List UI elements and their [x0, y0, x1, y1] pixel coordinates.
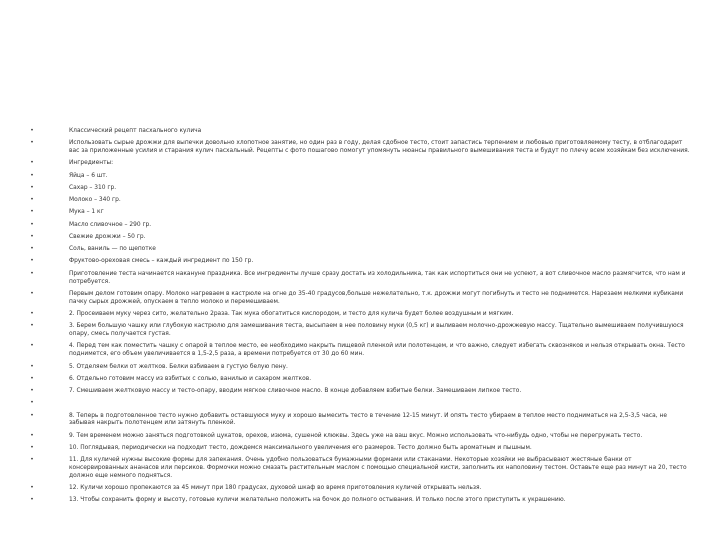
list-item-text: 3. Берем большую чашку или глубокую кастрюлю для замешивания теста, высыпаем в нее половину муки (0,5 кг) и выливаем молочно-дрожжевую массу. Тщательно вымешиваем получившуюся опару, смесь получается густая.	[69, 323, 684, 338]
bullet-icon: •	[30, 258, 34, 265]
bullet-icon: •	[30, 363, 34, 370]
list-item	[30, 140, 692, 156]
list-item-text: Ингредиенты:	[69, 160, 114, 167]
list-item	[30, 311, 692, 319]
list-item	[30, 222, 692, 230]
list-item	[30, 128, 692, 136]
list-item-text: Первым делом готовим опару. Молоко нагреваем в кастрюле на огне до 35-40 градусов,больше нежелательно, т.к. дрожжи могут погибнуть и тесто не поднимется. Нарезаем мелкими кубиками пачку сырых дрожжей, опускаем в тепло молоко и перемешиваем.	[69, 290, 684, 305]
bullet-icon: •	[30, 457, 34, 464]
list-item	[30, 388, 692, 396]
bullet-icon: •	[30, 246, 34, 253]
list-item	[30, 376, 692, 384]
list-item	[30, 457, 692, 481]
list-item	[30, 258, 692, 266]
list-item-text: Яйца – 6 шт.	[69, 172, 108, 179]
bullet-icon: •	[30, 172, 34, 179]
list-item-text: 4. Перед тем как поместить чашку с опарой в теплое место, ее необходимо накрыть пищевой пленкой или полотенцем, и что важно, следует избегать сквозняков и нельзя открывать окна. Тесто поднимется, его объем увеличивается в 1,5-2,5 раза, а времени потребуется от 30 до 60 мин.	[69, 343, 685, 358]
list-item-text: Фруктово-ореховая смесь – каждый ингредиент по 150 гр.	[69, 258, 254, 265]
bullet-icon: •	[30, 400, 34, 407]
list-item-text: 11. Для куличей нужны высокие формы для запекания. Очень удобно пользоваться бумажными формами или стаканами. Некоторые хозяйки не выбрасывают жестяные банки от консервированных ананасов или персиков. Формочки можно смазать растительным маслом с помощью специальной кисти, заполнить их наполовину тестом. Оставьте еще раз минут на 20, тесто должно еще немного подняться.	[69, 457, 687, 479]
list-item-text: Свежие дрожжи – 50 гр.	[69, 233, 146, 240]
list-item-text: 10. Поглядывая, периодически на подходит тесто, дождемся максимального увеличения его размеров. Тесто должно быть ароматным и пышным.	[69, 444, 532, 451]
list-item	[30, 271, 692, 287]
bullet-icon: •	[30, 140, 34, 147]
list-item-text: Мука – 1 кг	[69, 209, 104, 216]
list-item	[30, 400, 692, 408]
bullet-icon: •	[30, 343, 34, 350]
bullet-list	[30, 128, 692, 510]
list-item-text: Использовать сырые дрожжи для выпечки довольно хлопотное занятие, но один раз в году, делая сдобное тесто, стоит запастись терпением и любовью приготовляемому тесту, в отблагодарит вас за приложенные усилия и старания кулич пасхальный. Рецепты с фото пошагово помогут упомянуть нюансы правильного вымешивания теста и будут по плечу всем хозяйкам без исключения.	[69, 140, 690, 155]
list-item	[30, 173, 692, 181]
list-item-text: Молоко – 340 гр.	[69, 197, 121, 204]
list-item-text: 7. Смешиваем желтковую массу и тесто-опару, вводим мягкое сливочное масло. В конце добавляем взбитые белки. Замешиваем липкое тесто.	[69, 388, 522, 395]
list-item-text: Сахар – 310 гр.	[69, 184, 117, 191]
bullet-icon: •	[30, 375, 34, 382]
bullet-icon: •	[30, 221, 34, 228]
bullet-icon: •	[30, 497, 34, 504]
bullet-icon: •	[30, 310, 34, 317]
list-item-text: 12. Куличи хорошо пропекаются за 45 минут при 180 градусах, духовой шкаф во время приготовления куличей открывать нельзя.	[69, 485, 482, 492]
list-item-text: Масло сливочное – 290 гр.	[69, 221, 152, 228]
list-item	[30, 445, 692, 453]
list-item	[30, 497, 692, 505]
list-item-text: Соль, ваниль — по щепотке	[69, 246, 156, 253]
list-item-text: 8. Теперь в подготовленное тесто нужно добавить оставшуюся муку и хорошо вымесить тесто в течение 12-15 минут. И опять тесто убираем в теплое место подниматься на 2,5-3,5 часа, не забывая накрыть полотенцем или затянуть пленкой.	[69, 412, 667, 427]
list-item-text: Приготовление теста начинается накануне праздника. Все ингредиенты лучше сразу достать из холодильника, так как испортиться они не успеют, а вот сливочное масло размягчится, что нам и потребуется.	[69, 270, 686, 285]
list-item	[30, 413, 692, 429]
list-item	[30, 485, 692, 493]
bullet-icon: •	[30, 197, 34, 204]
bullet-icon: •	[30, 388, 34, 395]
list-item	[30, 185, 692, 193]
list-item	[30, 433, 692, 441]
list-item	[30, 343, 692, 359]
bullet-icon: •	[30, 233, 34, 240]
list-item	[30, 160, 692, 168]
list-item-text: 6. Отдельно готовим массу из взбитых с солью, ванилью и сахаром желтков.	[69, 375, 312, 382]
bullet-icon: •	[30, 432, 34, 439]
bullet-icon: •	[30, 184, 34, 191]
bullet-icon: •	[30, 323, 34, 330]
bullet-icon: •	[30, 412, 34, 419]
list-item	[30, 209, 692, 217]
list-item	[30, 291, 692, 307]
bullet-icon: •	[30, 160, 34, 167]
list-item	[30, 197, 692, 205]
list-item-text: Классический рецепт пасхального кулича	[69, 128, 202, 134]
list-item-text: 5. Отделяем белки от желтков. Белки взбиваем в густую белую пену.	[69, 363, 288, 370]
bullet-icon: •	[30, 485, 34, 492]
bullet-icon: •	[30, 128, 34, 134]
list-item	[30, 323, 692, 339]
list-item	[30, 246, 692, 254]
list-item-text: 9. Тем временем можно заняться подготовкой цукатов, орехов, изюма, сушеной клюквы. Здесь уже на ваш вкус. Можно использовать что-нибудь одно, чтобы не перегружать тесто.	[69, 432, 643, 439]
list-item-text: 2. Просеиваем муку через сито, желательно 2раза. Так мука обогатиться кислородом, и тесто для кулича будет более воздушным и мягким.	[69, 310, 514, 317]
bullet-icon: •	[30, 209, 34, 216]
bullet-icon: •	[30, 290, 34, 297]
list-item-text: 13. Чтобы сохранить форму и высоту, готовые куличи желательно положить на бочок до полного остывания. И только после этого приступить к украшению.	[69, 497, 566, 504]
bullet-icon: •	[30, 270, 34, 277]
list-item	[30, 234, 692, 242]
bullet-icon: •	[30, 444, 34, 451]
list-item	[30, 364, 692, 372]
